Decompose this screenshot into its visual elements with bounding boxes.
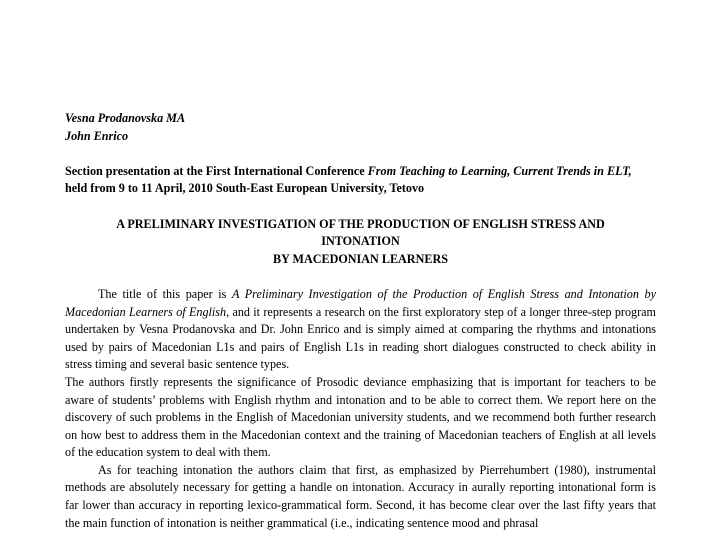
paper-title	[65, 216, 656, 269]
document-content	[65, 110, 656, 532]
author-name-1: Vesna Prodanovska MA	[65, 111, 186, 125]
section-prefix: Section presentation at the First International Conference	[65, 163, 368, 178]
paper-title-line-3: BY MACEDONIAN LEARNERS	[273, 251, 448, 266]
paper-title-line-2: INTONATION	[321, 234, 400, 249]
body-text	[65, 286, 656, 532]
paper-title-line-1: A PRELIMINARY INVESTIGATION OF THE PRODUCTION OF ENGLISH STRESS AND	[116, 216, 605, 231]
paragraph-1-intro: The title of this paper is	[98, 286, 232, 301]
section-suffix: held from 9 to 11 April, 2010 South-East European University, Tetovo	[65, 181, 425, 196]
paragraph-1	[65, 286, 656, 374]
section-presentation-info	[65, 163, 656, 198]
paragraph-2: The authors firstly represents the significance of Prosodic deviance emphasizing that is important for teachers to be aware of students’ problems with English rhythm and intonation and to be able to correct them. We report here on the discovery of such problems in the English of Macedonian university students, and we recommend both further research on how best to address them in the Macedonian context and the training of Macedonian teachers of English at all levels of the education system to deal with them.	[65, 374, 656, 460]
paragraph-1-paper-title: A Preliminary Investigation of the Production of English Stress and Intonation by Macedonian Learners of English,	[65, 286, 656, 319]
conference-title: From Teaching to Learning, Current Trends in ELT,	[367, 163, 632, 178]
author-name-2: John Enrico	[65, 128, 129, 143]
paragraph-1-rest: and it represents a research on the first exploratory step of a longer three-step program undertaken by Vesna Prodanovska and Dr. John Enrico and is simply aimed at comparing the rhythms and intonations used by pairs of Macedonian L1s and pairs of English L1s in reading short dialogues constructed to check ability in stress timing and several basic sentence types.	[65, 304, 656, 372]
paragraph-3: As for teaching intonation the authors claim that first, as emphasized by Pierrehumbert (1980), instrumental methods are absolutely necessary for getting a handle on intonation. Accuracy in aurally reporting intonational form is far lower than accuracy in reporting lexico-grammatical form. Second, it has become clear over the last fifty years that the main function of intonation is neither grammatical (i.e., indicating sentence mood and phrasal	[65, 462, 656, 530]
